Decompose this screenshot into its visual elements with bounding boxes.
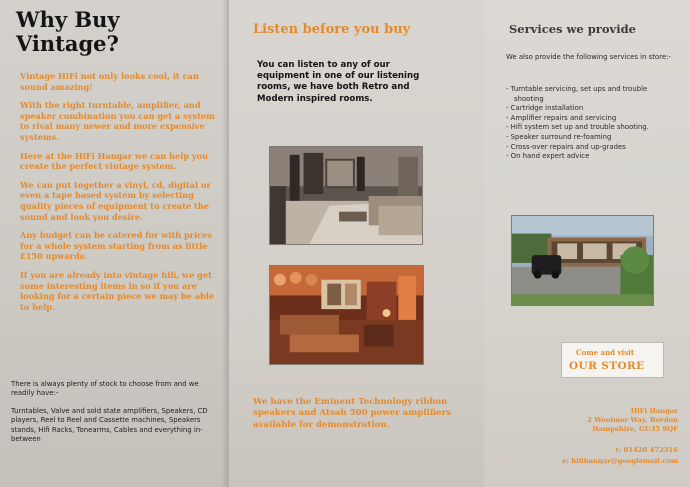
- address-line: 2 Woolmer Way, Bordon: [587, 416, 678, 425]
- paragraph: With the right turntable, amplifier, and speaker combination you can get a system to rival many newer and more expensive systems.: [20, 100, 215, 142]
- address-line: HiFi Hangar: [630, 407, 678, 415]
- address-line: Hampshire, GU35 9QF: [592, 425, 678, 434]
- panel-why-buy-vintage: [0, 0, 228, 487]
- visit-store-box: [561, 342, 664, 378]
- store-contact: [508, 445, 678, 466]
- stock-list: Turntables, Valve and sold state amplifiers, Speakers, CD players, Reel to Reel and Cassette machines, Speakers stands, Hifi Racks, Tonearms, Cables and everything in-between: [11, 406, 208, 444]
- list-item: - Speaker surround re-foaming: [506, 132, 612, 141]
- list-item: - On hand expert advice: [506, 152, 590, 161]
- phone-number[interactable]: 01420 472316: [623, 446, 678, 454]
- list-item: shooting: [514, 94, 544, 103]
- stock-intro: There is always plenty of stock to choose from and we readily have:-: [11, 380, 199, 398]
- paragraph: If you are already into vintage hifi, we get some interesting items in so if you are looking for a certain piece we may be able to help.: [20, 269, 215, 312]
- list-item: - Cartridge installation: [506, 104, 584, 113]
- retro-room-image: [270, 266, 423, 364]
- email-line: [508, 456, 678, 467]
- modern-room-image: [270, 147, 422, 244]
- listen-intro: You can listen to any of our equipment in one of our listening rooms, we have both Retro and Modern inspired rooms.: [257, 60, 420, 104]
- store-front-photo: [511, 215, 654, 306]
- paragraph: We can put together a vinyl, cd, digital or even a tape based system by selecting quality pieces of equipment to create the sound and look you desire.: [20, 179, 211, 222]
- panel-listen-before-you-buy: [228, 0, 484, 487]
- eminent-technology-note: We have the Eminent Technology ribbon speakers and Atsah 500 power amplifiers available for demonstration.: [253, 397, 451, 430]
- list-item: - Cross-over repairs and up-grades: [506, 142, 626, 151]
- store-front-image: [512, 216, 653, 305]
- phone-label: t:: [615, 446, 622, 454]
- panel-services: [484, 0, 690, 487]
- services-content: [497, 0, 690, 487]
- paragraph: Here at the HiFi Hangar we can help you create the perfect vintage system.: [20, 150, 209, 172]
- paragraph: Any budget can be catered for with prices for a whole system starting from as little £150 upwards.: [20, 230, 212, 262]
- email-address[interactable]: hifihangar@googlemail.com: [571, 456, 678, 465]
- vintage-paragraphs: [20, 71, 216, 320]
- our-store-text: OUR STORE: [569, 360, 645, 372]
- store-address: [518, 407, 678, 435]
- paragraph: Vintage HiFi not only looks cool, it can sound amazing!: [20, 71, 199, 92]
- list-item: - Turntable servicing, set ups and trouble: [506, 85, 648, 93]
- visit-small-text: Come and visit: [576, 348, 635, 357]
- services-title: Services we provide: [509, 22, 636, 36]
- list-item: - Hifi system set up and trouble shooting.: [506, 123, 649, 132]
- listen-title: Listen before you buy: [253, 22, 411, 37]
- email-label: e:: [562, 456, 569, 465]
- phone-line: [508, 445, 678, 456]
- modern-listening-room-photo: [269, 146, 423, 245]
- services-list: [506, 85, 690, 162]
- list-item: - Amplifier repairs and servicing: [506, 113, 617, 122]
- retro-listening-room-photo: [269, 265, 424, 365]
- stock-info: [11, 380, 217, 452]
- services-lead: We also provide the following services in store:-: [506, 53, 671, 61]
- why-buy-vintage-heading: Why Buy Vintage?: [16, 7, 120, 56]
